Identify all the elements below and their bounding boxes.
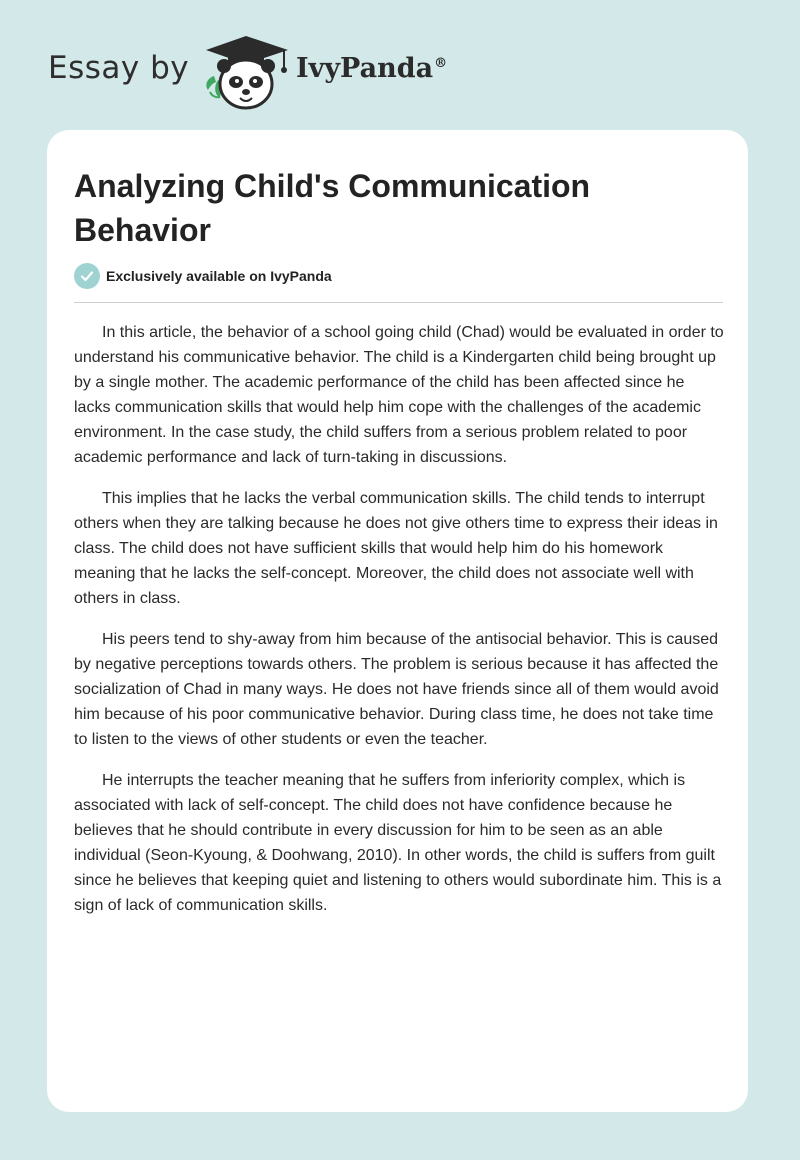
paragraph: His peers tend to shy-away from him because of the antisocial behavior. This is caused by negative perceptions towards others. The problem is serious because it has affected the socialization of Chad in many ways. He does not have friends since all of them would avoid him because of his poor communicative behavior. During class time, he does not take time to listen to the views of other students or even the teacher. — [74, 631, 719, 748]
paragraph: This implies that he lacks the verbal communication skills. The child tends to interrupt others when they are talking because he does not give others time to express their ideas in class. The child does not have sufficient skills that would help him do his homework meaning that he lacks the self-concept. Moreover, the child does not associate well with others in class. — [74, 490, 718, 607]
registered-mark: ® — [434, 56, 448, 71]
essay-card — [47, 130, 748, 1112]
site-header — [0, 0, 800, 130]
divider — [74, 302, 723, 303]
paragraph: In this article, the behavior of a school going child (Chad) would be evaluated in order to understand his communicative behavior. The child is a Kindergarten child being brought up by a single mother. The academic performance of the child has been affected since he lacks communication skills that would help him cope with the challenges of the academic environment. In the case study, the child suffers from a serious problem related to poor academic performance and lack of turn-taking in discussions. — [74, 324, 724, 466]
exclusive-badge-label: Exclusively available on IvyPanda — [106, 268, 332, 284]
essay-body — [74, 320, 724, 934]
panda-graduation-cap-icon[interactable] — [200, 32, 292, 112]
brand-name[interactable] — [296, 53, 447, 84]
brand-text: IvyPanda — [296, 53, 434, 84]
essay-title: Analyzing Child's Communication Behavior — [74, 168, 591, 248]
checkmark-icon — [74, 263, 100, 289]
paragraph: He interrupts the teacher meaning that he suffers from inferiority complex, which is associated with lack of self-concept. The child does not have confidence because he believes that he should contribute in every discussion for him to be seen as an able individual (Seon-Kyoung, & Doohwang, 2010). In other words, the child is suffers from guilt since he believes that keeping quiet and listening to others would subordinate him. This is a sign of lack of communication skills. — [74, 772, 722, 914]
essay-by-label: Essay by — [48, 50, 190, 86]
exclusive-badge — [74, 263, 332, 289]
